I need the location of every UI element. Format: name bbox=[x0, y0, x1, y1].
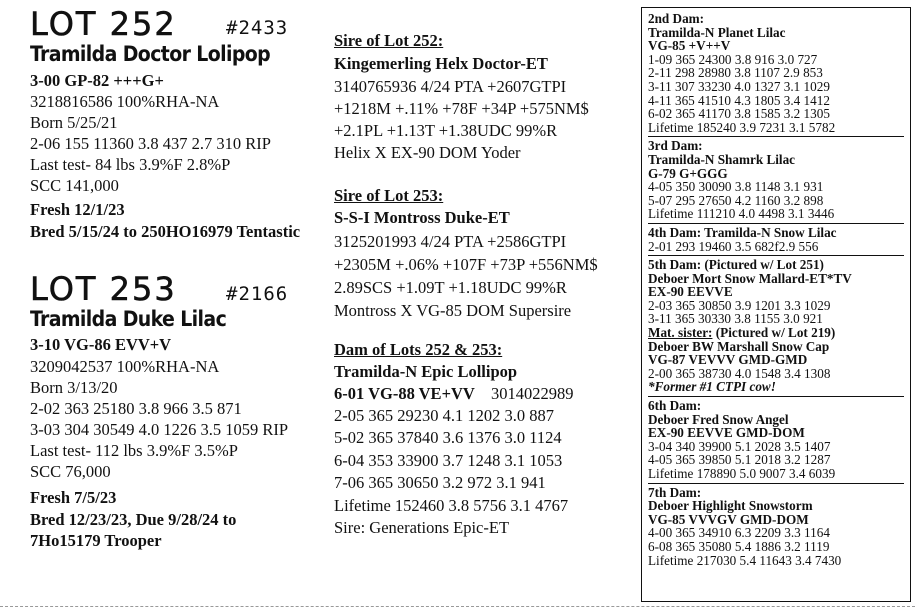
dam-classification: VG-85 VVVGV GMD-DOM bbox=[648, 511, 809, 527]
record-line: 2-00 365 38730 4.0 1548 3.4 1308 bbox=[648, 365, 831, 381]
record-line: 5-07 295 27650 4.2 1160 3.2 898 bbox=[648, 192, 824, 208]
dam-name: Deboer Mort Snow Mallard-ET*TV bbox=[648, 270, 852, 286]
record-line: 3-11 307 33230 4.0 1327 3.1 1029 bbox=[648, 78, 830, 94]
record-line: 4-05 350 30090 3.8 1148 3.1 931 bbox=[648, 179, 824, 195]
record-line: 6-02 365 41170 3.8 1585 3.2 1305 bbox=[648, 106, 830, 122]
dam-heading: 5th Dam: (Pictured w/ Lot 251) bbox=[648, 257, 824, 273]
dam-name: Deboer Highlight Snowstorm bbox=[648, 498, 813, 514]
dam-title: Dam of Lots 252 & 253: bbox=[334, 340, 503, 359]
dam-heading: 4th Dam: Tramilda-N Snow Lilac bbox=[648, 224, 837, 240]
sire-253-line: +2305M +.06% +107F +73P +556NM$ bbox=[334, 255, 598, 274]
lot-252-fresh: Fresh 12/1/23 bbox=[30, 200, 125, 219]
lot-253-classification: 3-10 VG-86 EVV+V bbox=[30, 335, 172, 354]
lot-252-record-line: SCC 141,000 bbox=[30, 176, 119, 195]
sixth-dam bbox=[648, 399, 904, 484]
dam-record-line: Lifetime 152460 3.8 5756 3.1 4767 bbox=[334, 495, 569, 515]
lot-253-tag: #2166 bbox=[226, 283, 289, 305]
record-line: Lifetime 185240 3.9 7231 3.1 5782 bbox=[648, 119, 836, 135]
dam-record-line: 7-06 365 30650 3.2 972 3.1 941 bbox=[334, 473, 546, 493]
maternal-sister-label: Mat. sister: bbox=[648, 325, 713, 341]
sire-252-name: Kingemerling Helx Doctor-ET bbox=[334, 54, 548, 73]
record-line: 3-04 340 39900 5.1 2028 3.5 1407 bbox=[648, 438, 831, 454]
dam-classification: G-79 G+GGG bbox=[648, 165, 728, 181]
dam-classification: VG-85 +V++V bbox=[648, 38, 731, 54]
sire-252-line: 3140765936 4/24 PTA +2607GTPI bbox=[334, 77, 567, 96]
pedigree-box bbox=[641, 7, 911, 602]
lot-253-records bbox=[30, 356, 288, 482]
sire-253-line: Montross X VG-85 DOM Supersire bbox=[334, 301, 572, 320]
sire-252-line: +2.1PL +1.13T +1.38UDC 99%R bbox=[334, 121, 558, 140]
dam-classification: EX-90 EEVVE GMD-DOM bbox=[648, 425, 805, 441]
lot-252-record-line: Last test- 84 lbs 3.9%F 2.8%P bbox=[30, 155, 231, 174]
lot-252-heading: LOT 252 bbox=[30, 5, 177, 43]
second-dam bbox=[648, 12, 904, 137]
lot-253-heading: LOT 253 bbox=[30, 270, 177, 308]
sire-253-title: Sire of Lot 253: bbox=[334, 186, 444, 205]
dam-classification: EX-90 EEVVE bbox=[648, 284, 733, 300]
record-line: 2-01 293 19460 3.5 682f2.9 556 bbox=[648, 238, 819, 254]
lot-252-tag: #2433 bbox=[226, 17, 289, 39]
dam-id: 3014022989 bbox=[490, 384, 574, 403]
lot-253-record-line: Last test- 112 lbs 3.9%F 3.5%P bbox=[30, 441, 238, 460]
lot-253-bred-line: 7Ho15179 Trooper bbox=[30, 531, 162, 550]
lot-252-records bbox=[30, 91, 271, 196]
lot-253-bred-line: Bred 12/23/23, Due 9/28/24 to bbox=[30, 510, 237, 529]
maternal-sister-name: Deboer BW Marshall Snow Cap bbox=[648, 338, 830, 354]
sire-253-line: 2.89SCS +1.09T +1.18UDC 99%R bbox=[334, 278, 567, 297]
record-line: 2-03 365 30850 3.9 1201 3.3 1029 bbox=[648, 297, 831, 313]
sire-253-line: 3125201993 4/24 PTA +2586GTPI bbox=[334, 232, 567, 251]
sire-253-name: S-S-I Montross Duke-ET bbox=[334, 208, 510, 227]
dam-heading: 3rd Dam: bbox=[648, 138, 703, 154]
maternal-sister-heading bbox=[648, 326, 904, 340]
dam-name: Tramilda-N Epic Lollipop bbox=[334, 362, 518, 381]
fifth-dam bbox=[648, 258, 904, 397]
sire-252-line: +1218M +.11% +78F +34P +575NM$ bbox=[334, 99, 589, 118]
dam-heading: 6th Dam: bbox=[648, 398, 702, 414]
sire-252-details bbox=[334, 76, 589, 164]
lot-252-classification: 3-00 GP-82 +++G+ bbox=[30, 71, 164, 90]
dam-record-line: Sire: Generations Epic-ET bbox=[334, 518, 510, 538]
record-line: 4-00 365 34910 6.3 2209 3.3 1164 bbox=[648, 525, 830, 541]
dam-name: Deboer Fred Snow Angel bbox=[648, 411, 789, 427]
lot-252-record-line: 3218816586 100%RHA-NA bbox=[30, 92, 220, 111]
page-bottom-divider bbox=[0, 606, 915, 607]
dam-record-line: 2-05 365 29230 4.1 1202 3.0 887 bbox=[334, 406, 554, 425]
fourth-dam bbox=[648, 226, 904, 256]
record-line: 3-11 365 30330 3.8 1155 3.0 921 bbox=[648, 311, 823, 327]
lot-253-fresh: Fresh 7/5/23 bbox=[30, 488, 117, 507]
lot-252-bred: Bred 5/15/24 to 250HO16979 Tentastic bbox=[30, 222, 301, 241]
record-line: Lifetime 178890 5.0 9007 3.4 6039 bbox=[648, 466, 836, 481]
record-line: 4-11 365 41510 4.3 1805 3.4 1412 bbox=[648, 92, 830, 108]
dam-name: Tramilda-N Planet Lilac bbox=[648, 24, 786, 40]
third-dam bbox=[648, 139, 904, 224]
lot-252-record-line: Born 5/25/21 bbox=[30, 113, 118, 132]
dam-records bbox=[334, 405, 568, 539]
lot-253-record-line: SCC 76,000 bbox=[30, 462, 111, 481]
sire-252-title: Sire of Lot 252: bbox=[334, 31, 444, 50]
dam-classification: 6-01 VG-88 VE+VV bbox=[334, 384, 475, 403]
lot-253-record-line: 3209042537 100%RHA-NA bbox=[30, 357, 220, 376]
record-line: 6-08 365 35080 5.4 1886 3.2 1119 bbox=[648, 538, 830, 554]
dam-record-line: 6-04 353 33900 3.7 1248 3.1 1053 bbox=[334, 450, 563, 470]
lot-252-cow-name: Tramilda Doctor Lolipop bbox=[30, 42, 271, 66]
dam-heading: 7th Dam: bbox=[648, 484, 702, 500]
sire-253-details bbox=[334, 230, 598, 322]
record-line: 2-11 298 28980 3.8 1107 2.9 853 bbox=[648, 65, 823, 81]
dam-name: Tramilda-N Shamrk Lilac bbox=[648, 151, 796, 167]
record-line: 4-05 365 39850 5.1 2018 3.2 1287 bbox=[648, 452, 831, 468]
lot-252-record-line: 2-06 155 11360 3.8 437 2.7 310 RIP bbox=[30, 134, 271, 153]
maternal-sister-classification: VG-87 VEVVV GMD-GMD bbox=[648, 352, 808, 368]
maternal-sister-note: (Pictured w/ Lot 219) bbox=[712, 325, 836, 341]
lot-253-record-line: 2-02 363 25180 3.8 966 3.5 871 bbox=[30, 399, 242, 418]
lot-253-bred bbox=[30, 509, 236, 551]
dam-record-line: 5-02 365 37840 3.6 1376 3.0 1124 bbox=[334, 428, 562, 448]
record-line: Lifetime 111210 4.0 4498 3.1 3446 bbox=[648, 206, 835, 222]
seventh-dam bbox=[648, 486, 904, 570]
lot-253-record-line: Born 3/13/20 bbox=[30, 378, 118, 397]
lot-253-record-line: 3-03 304 30549 4.0 1226 3.5 1059 RIP bbox=[30, 420, 289, 439]
record-line: Lifetime 217030 5.4 11643 3.4 7430 bbox=[648, 552, 842, 568]
lot-253-cow-name: Tramilda Duke Lilac bbox=[30, 307, 227, 331]
record-line: 1-09 365 24300 3.8 916 3.0 727 bbox=[648, 51, 818, 67]
dam-heading: 2nd Dam: bbox=[648, 11, 705, 26]
dam-class-row bbox=[334, 383, 573, 404]
maternal-sister-highlight: *Former #1 CTPI cow! bbox=[648, 379, 776, 395]
sire-252-line: Helix X EX-90 DOM Yoder bbox=[334, 143, 521, 162]
